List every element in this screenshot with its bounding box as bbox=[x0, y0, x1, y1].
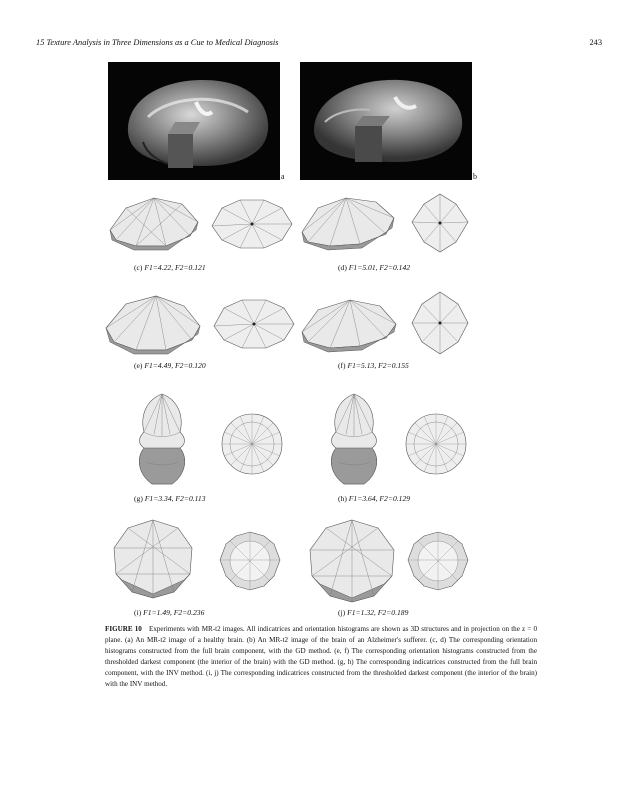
mri-brain-render-a bbox=[108, 62, 280, 180]
histogram-3d-e bbox=[104, 292, 204, 356]
panel-caption-j: (j) F1=1.32, F2=0.189 bbox=[338, 608, 409, 617]
histogram-3d-f bbox=[300, 294, 398, 354]
figure-row-cd bbox=[0, 190, 644, 280]
histogram-projection-d bbox=[410, 192, 470, 254]
panel-letter-b: b bbox=[473, 172, 477, 181]
running-head bbox=[36, 38, 602, 52]
indicatrix-3d-i bbox=[110, 518, 196, 600]
figure-row-ij bbox=[0, 518, 644, 618]
figure-caption-text: Experiments with MR-t2 images. All indicatrices and orientation histograms are shown as 3D structures and in projection on the z = 0 plane. (a) An MR-t2 image of a healthy brain. (b) An MR-t2 image of the brain of an Alzheimer's sufferer. (c, d) The corresponding orientation histograms constructed from the full brain component, with the GD method. (e, f) The corresponding orientation histograms constructed from the thresholded darkest component (the interior of the brain) with the GD method. (g, h) The corresponding indicatrices constructed from the full brain component, with the INV method. (i, j) The corresponding indicatrices constructed from the thresholded darkest component (the interior of the brain) with the INV method. bbox=[105, 625, 537, 688]
panel-caption-g: (g) F1=3.34, F2=0.113 bbox=[134, 494, 206, 503]
histogram-projection-c bbox=[210, 196, 294, 252]
indicatrix-3d-h bbox=[322, 392, 386, 488]
panel-caption-d: (d) F1=5.01, F2=0.142 bbox=[338, 263, 411, 272]
indicatrix-3d-g bbox=[130, 392, 194, 488]
indicatrix-projection-g bbox=[220, 412, 284, 476]
figure-row-ef bbox=[0, 288, 644, 378]
histogram-3d-d bbox=[300, 190, 396, 256]
panel-caption-c: (c) F1=4.22, F2=0.121 bbox=[134, 263, 206, 272]
page-number: 243 bbox=[589, 38, 602, 47]
panel-letter-a: a bbox=[281, 172, 285, 181]
mri-image-alzheimer bbox=[300, 62, 472, 180]
histogram-projection-e bbox=[212, 296, 296, 352]
histogram-3d-c bbox=[106, 190, 202, 256]
histogram-projection-f bbox=[410, 290, 470, 356]
indicatrix-projection-h bbox=[404, 412, 468, 476]
indicatrix-projection-j bbox=[406, 530, 470, 592]
panel-caption-e: (e) F1=4.49, F2=0.120 bbox=[134, 361, 206, 370]
chapter-title: 15 Texture Analysis in Three Dimensions as a Cue to Medical Diagnosis bbox=[36, 38, 279, 47]
figure-label: FIGURE 10 bbox=[105, 625, 142, 633]
panel-caption-h: (h) F1=3.64, F2=0.129 bbox=[338, 494, 411, 503]
indicatrix-3d-j bbox=[306, 518, 398, 604]
figure-caption bbox=[105, 624, 537, 690]
indicatrix-projection-i bbox=[218, 530, 282, 592]
mri-brain-render-b bbox=[300, 62, 472, 180]
panel-caption-f: (f) F1=5.13, F2=0.155 bbox=[338, 361, 409, 370]
figure-row-gh bbox=[0, 392, 644, 510]
mri-image-healthy bbox=[108, 62, 280, 180]
panel-caption-i: (i) F1=1.49, F2=0.236 bbox=[134, 608, 205, 617]
